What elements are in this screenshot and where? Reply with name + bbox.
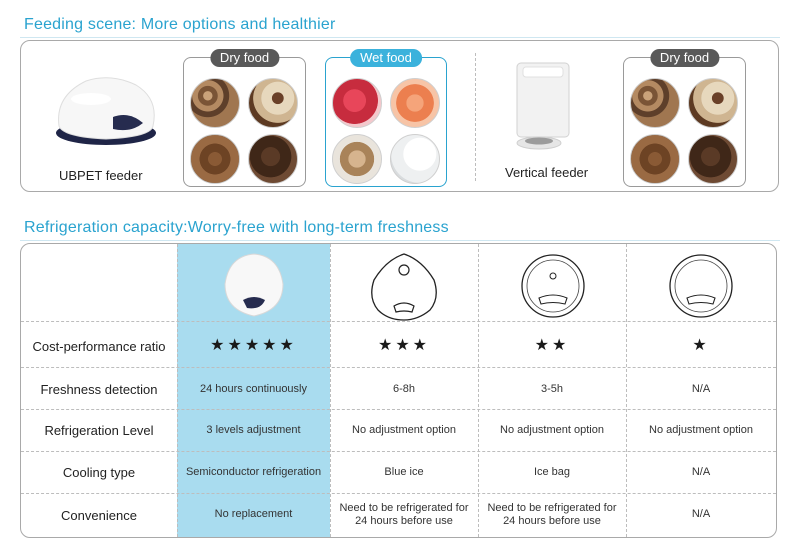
dry-food-bowl [190,134,240,184]
cooling-ubpet: Semiconductor refrigeration [185,466,322,478]
round-feeder-outline-2 [665,252,737,320]
refrigeration-section-title: Refrigeration capacity:Worry-free with long-term freshness [24,219,449,236]
row-label-refrigeration-level: Refrigeration Level [44,423,154,438]
triangle-feeder-outline [366,250,442,322]
wet-food-bowl [390,78,440,128]
comparison-table [20,243,777,538]
convenience-col3: Need to be refrigerated for 24 hours before use [487,502,617,527]
dry-food-bowl [248,78,298,128]
row-divider [21,367,776,368]
wet-food-group [325,50,447,187]
wet-food-bowl [332,134,382,184]
stars-ubpet: ★★★★★ [210,337,297,354]
wet-food-label: Wet food [350,49,422,67]
dry-food-bowl [248,134,298,184]
cooling-col3: Ice bag [533,466,571,478]
vertical-feeder-caption: Vertical feeder [505,165,589,180]
dry-food-bowl [688,134,738,184]
cooling-col4: N/A [691,466,711,478]
dry-food-group-2 [623,50,746,187]
level-col3: No adjustment option [500,424,604,436]
level-ubpet: 3 levels adjustment [206,424,301,436]
round-feeder-outline [517,252,589,320]
dry-food-bowl [630,134,680,184]
level-col4: No adjustment option [649,424,753,436]
row-divider [21,493,776,494]
row-divider [21,451,776,452]
cooling-col2: Blue ice [384,466,424,478]
feeding-section-title: Feeding scene: More options and healthier [24,16,336,33]
dry-food-bowl [688,78,738,128]
row-label-convenience: Convenience [61,508,137,523]
refrigeration-title-rule [20,240,780,241]
vertical-feeder-image [509,61,579,153]
convenience-col4: N/A [691,508,711,520]
dry-food-bowl [630,78,680,128]
freshness-col2: 6-8h [392,383,416,395]
row-divider [21,409,776,410]
row-label-cooling-type: Cooling type [62,465,136,480]
wet-food-bowl [332,78,382,128]
dry-food-label-2: Dry food [650,49,719,67]
level-col2: No adjustment option [352,424,456,436]
stars-col4: ★ [692,337,710,354]
stars-col2: ★★★ [377,337,431,354]
stars-col3: ★★ [534,337,570,354]
freshness-col3: 3-5h [540,383,564,395]
row-label-cost-performance: Cost-performance ratio [32,339,166,354]
dry-food-group [183,50,306,187]
dry-food-bowl [190,78,240,128]
ubpet-product-image [217,250,291,322]
row-label-freshness: Freshness detection [40,382,158,397]
convenience-ubpet: No replacement [214,508,293,520]
ubpet-feeder-caption: UBPET feeder [59,168,143,183]
convenience-col2: Need to be refrigerated for 24 hours before use [339,502,469,527]
freshness-ubpet: 24 hours continuously [199,383,307,395]
feeding-title-rule [20,37,780,38]
ubpet-feeder-image [51,71,161,153]
feeding-panel [20,40,779,192]
wet-food-bowl [390,134,440,184]
feeding-divider [475,53,476,181]
freshness-col4: N/A [691,383,711,395]
dry-food-label: Dry food [210,49,279,67]
